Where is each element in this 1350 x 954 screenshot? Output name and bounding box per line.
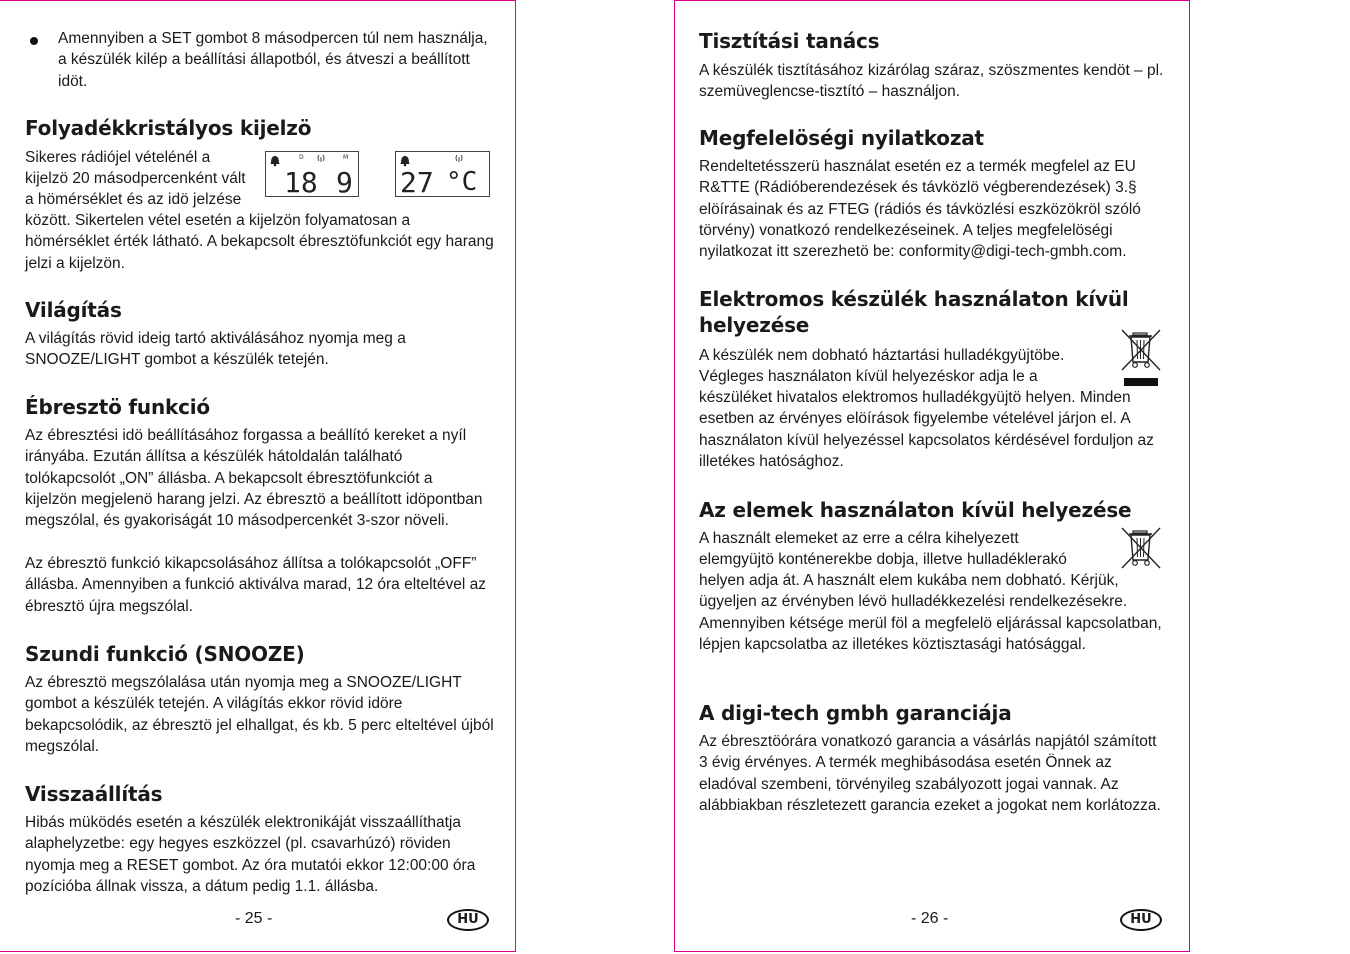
- lcd-digits-temperature: 27: [400, 166, 434, 196]
- crossed-out-wheelie-bin-icon: [1120, 526, 1162, 570]
- disposal-batteries-text-line-2: elemgyüjtö konténerekbe dobja, illetve hulladéklerakó: [699, 551, 1067, 568]
- disposal-device-text-below: készüléket hivatalos elektromos hulladékgyüjtö helyen. Minden esetben az érvényes elöírások figyelembe vételével járjon el. A használaton kívül helyezéssel kapcsolatos kérdésével forduljon az illetékes hatósághoz.: [699, 389, 1154, 470]
- lcd-text-below: között. Sikertelen vétel esetén a kijelzön folyamatosan a hömérséklet érték látható. A bekapcsolt ébresztöfunkciót egy harang jelzi a kijelzön.: [25, 212, 494, 272]
- lcd-text-line-1: Sikeres rádiójel vételénél a: [25, 149, 211, 166]
- lighting-text: A világítás rövid ideig tartó aktiválásához nyomja meg a SNOOZE/LIGHT gombot a készülék tetején.: [25, 330, 406, 369]
- lcd-label-d: D: [299, 154, 304, 161]
- cleaning-text: A készülék tisztításához kizárólag száraz, szöszmentes kendöt – pl. szemüveglencse-tisztító – használjon.: [699, 62, 1164, 101]
- page-number: - 25 -: [235, 910, 273, 927]
- language-badge: HU: [1120, 909, 1162, 931]
- lcd-display-temperature: [395, 151, 490, 197]
- disposal-batteries-text-below: helyen adja át. A használt elem kukába nem dobható. Kérjük, ügyeljen az érvényben lévö hulladékkezelési rendelkezésekre. Amennyiben kétsége merül föl a megfelelö eljárással kapcsolatban, lépjen kapcsolatba az illetékes köztisztasági hatósággal.: [699, 572, 1162, 653]
- page-number: - 26 -: [911, 910, 949, 927]
- lighting-heading: Világítás: [25, 298, 122, 322]
- lcd-digits-minute: 9: [336, 166, 353, 196]
- bell-icon: [400, 156, 410, 166]
- snooze-heading: Szundi funkció (SNOOZE): [25, 642, 305, 666]
- alarm-heading: Ébresztö funkció: [25, 395, 210, 419]
- disposal-batteries-heading: Az elemek használaton kívül helyezése: [699, 498, 1132, 522]
- lcd-temperature-unit: °C: [446, 167, 478, 196]
- bullet-marker: [30, 37, 38, 45]
- warranty-text: Az ébresztöórára vonatkozó garancia a vásárlás napjától számított 3 évig érvényes. A termék meghibásodása esetén Önnek az eladóval szembeni, törvényileg szabályozott jogai vannak. Az alábbiakban részletezett garancia ezeket a jogokat nem korlátozza.: [699, 733, 1161, 814]
- conformity-text: Rendeltetésszerü használat esetén ez a termék megfelel az EU R&TTE (Rádióberendezések és távközlö végberendezések) 3.§ elöírásainak és az FTEG (rádiós és távközlési eszközökröl szóló törvény) vonatkozó rendelkezéseinek. A teljes megfelelöségi nyilatkozat itt szerezhetö be: conformity@digi-tech-gmbh.com.: [699, 158, 1141, 261]
- right-page: [674, 0, 1190, 952]
- disposal-device-text-line-1: A készülék nem dobható háztartási hulladékgyüjtöbe.: [699, 347, 1065, 364]
- conformity-heading: Megfelelöségi nyilatkozat: [699, 126, 984, 150]
- disposal-batteries-text-line-1: A használt elemeket az erre a célra kihelyezett: [699, 530, 1019, 547]
- alarm-text-2: Az ébresztö funkció kikapcsolásához állítsa a tolókapcsolót „OFF” állásba. Amennyiben a funkció aktiválva marad, 12 óra elteltével az ébresztö újra megszólal.: [25, 555, 486, 615]
- disposal-device-text-line-2: Végleges használaton kívül helyezéskor adja le a: [699, 368, 1038, 385]
- snooze-text: Az ébresztö megszólalása után nyomja meg a SNOOZE/LIGHT gombot a készülék tetején. A világítás ekkor rövid idöre bekapcsolódik, az ébresztö jel elhallgat, és kb. 5 perc elteltével újból megszólal.: [25, 674, 494, 755]
- cleaning-heading: Tisztítási tanács: [699, 29, 880, 53]
- lcd-text-line-3: a hömérséklet és az idö jelzése: [25, 191, 242, 208]
- reset-text: Hibás müködés esetén a készülék elektronikáját visszaállíthatja alaphelyzetbe: egy hegyes eszközzel (pl. csavarhúzó) röviden nyomja meg a RESET gombot. Az óra mutatói ekkor 12:00:00 óra pozícióba állnak vissza, a dátum pedig 1.1. állásba.: [25, 814, 476, 895]
- reset-heading: Visszaállítás: [25, 782, 163, 806]
- disposal-device-heading: Elektromos készülék használaton kívül helyezése: [699, 287, 1129, 337]
- warranty-heading: A digi-tech gmbh garanciája: [699, 701, 1012, 725]
- radio-signal-icon: [456, 155, 462, 162]
- bell-icon: [270, 156, 280, 166]
- crossed-out-wheelie-bin-icon: [1120, 328, 1162, 388]
- lcd-heading: Folyadékkristályos kijelzö: [25, 116, 312, 140]
- lcd-display-time: [265, 151, 359, 197]
- lcd-label-m: M: [343, 154, 349, 161]
- radio-signal-icon: [318, 155, 324, 162]
- left-page: [0, 0, 516, 952]
- language-badge: HU: [447, 909, 489, 931]
- lcd-digits-hour: 18: [284, 166, 318, 196]
- lcd-text-line-2: kijelzö 20 másodpercenként vált: [25, 170, 246, 187]
- alarm-text-1: Az ébresztési idö beállításához forgassa a beállító kereket a nyíl irányába. Ezután állítsa a készülék hátoldalán található tolókapcsolót „ON” állásba. A bekapcsolt ébresztöfunkciót a kijelzön megjelenö harang jelzi. Az ébresztö a beállított idöpontban megszólal, és gyakoriságát 10 másodpercenkét 3-szor növeli.: [25, 427, 483, 530]
- bullet-text: Amennyiben a SET gombot 8 másodpercen túl nem használja, a készülék kilép a beállítási állapotból, és átveszi a beállított idöt.: [58, 30, 488, 90]
